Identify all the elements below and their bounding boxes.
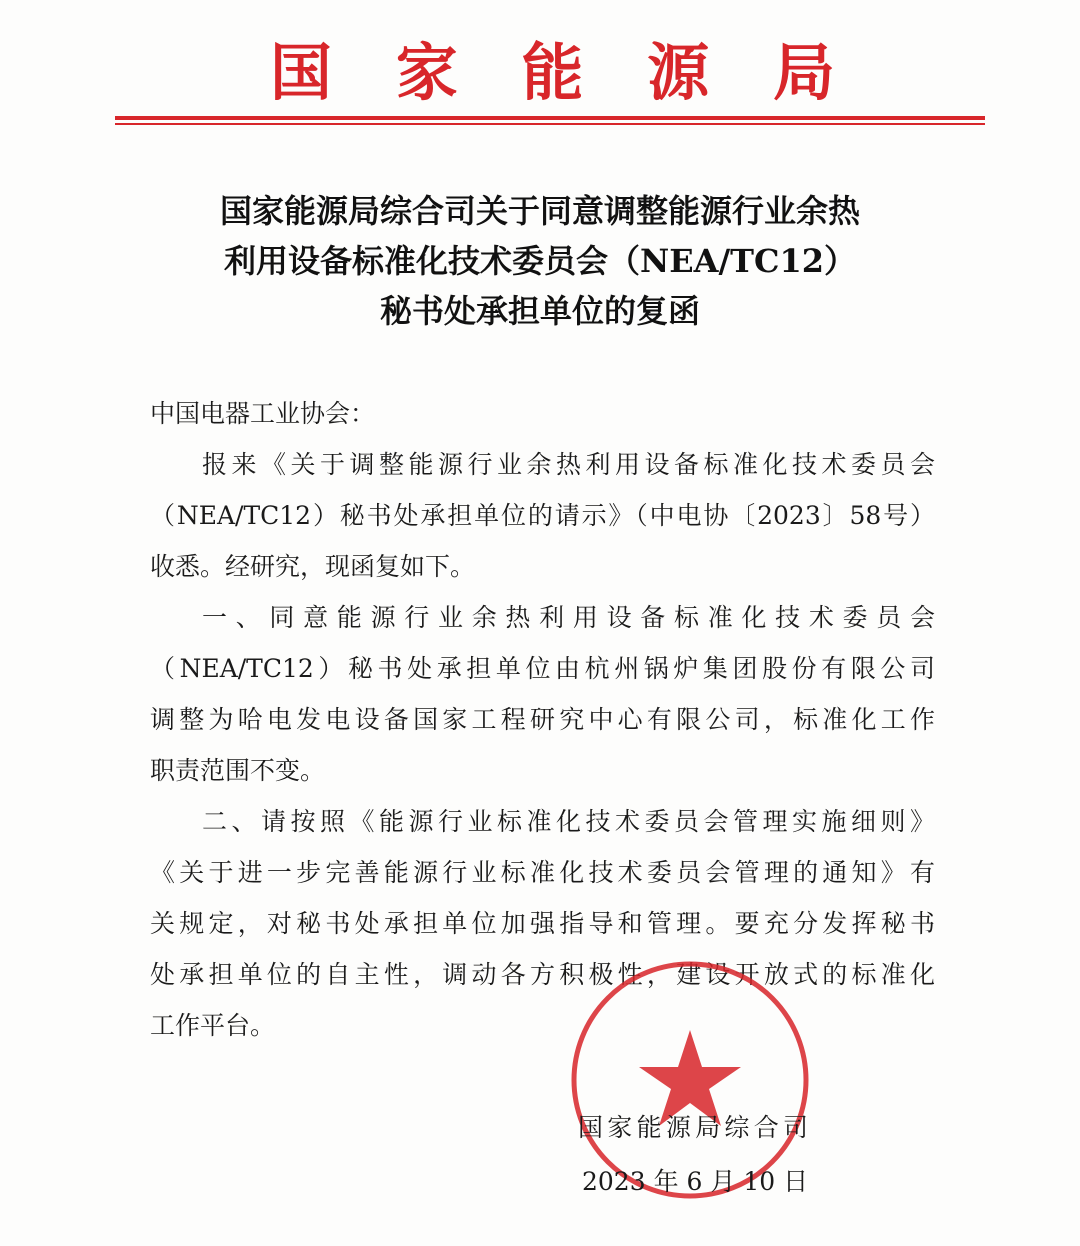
body-line: 收悉。经研究，现函复如下。: [150, 552, 476, 581]
body-line: 职责范围不变。: [150, 756, 326, 785]
body-line: 报来《关于调整能源行业余热利用设备标准化技术委员会: [202, 450, 935, 479]
title-line: 利用设备标准化技术委员会（NEA/TC12）: [224, 242, 856, 280]
body-line: 关规定，对秘书处承担单位加强指导和管理。要充分发挥秘书: [150, 909, 935, 938]
letterhead-org: 国家能源局: [270, 36, 835, 109]
letterhead-rule-thin: [115, 123, 985, 125]
signature-org: 国家能源局综合司: [578, 1113, 808, 1142]
body-line: 一、同意能源行业余热利用设备标准化技术委员会: [202, 603, 935, 632]
body-line: 《关于进一步完善能源行业标准化技术委员会管理的通知》有: [150, 858, 935, 887]
salutation: 中国电器工业协会：: [150, 399, 376, 428]
body-line: 工作平台。: [150, 1011, 276, 1040]
letterhead-rule: [115, 116, 985, 120]
document-title: [0, 186, 1080, 336]
document-body: [150, 388, 935, 1051]
body-line: 二、请按照《能源行业标准化技术委员会管理实施细则》: [202, 807, 935, 836]
title-line: 国家能源局综合司关于同意调整能源行业余热: [219, 192, 860, 230]
body-line: （NEA/TC12）秘书处承担单位由杭州锅炉集团股份有限公司: [150, 654, 935, 683]
body-line: 处承担单位的自主性，调动各方积极性，建设开放式的标准化: [150, 960, 935, 989]
title-line: 秘书处承担单位的复函: [379, 292, 700, 330]
signature-date: 2023 年 6 月 10 日: [582, 1167, 809, 1196]
body-line: 调整为哈电发电设备国家工程研究中心有限公司，标准化工作: [150, 705, 935, 734]
body-line: （NEA/TC12）秘书处承担单位的请示》（中电协〔2023〕58号）: [150, 501, 935, 530]
